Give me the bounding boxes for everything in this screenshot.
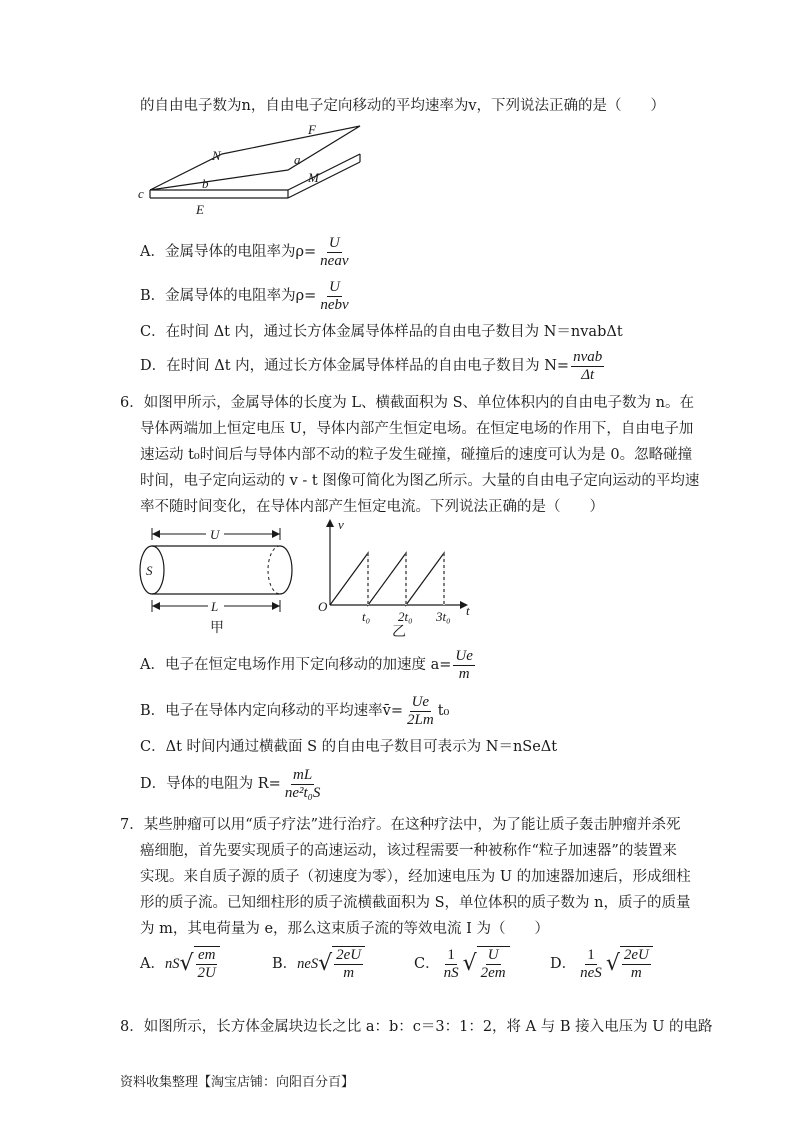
q7-option-b: B． neS √ $\frac{2eU}{m}$ bbox=[272, 944, 365, 984]
label-a: a bbox=[294, 152, 301, 167]
q7-line-3: 实现。来自质子源的质子（初速度为零），经加速电压为 U 的加速器加速后，形成细柱 bbox=[140, 869, 691, 885]
label-S: S bbox=[146, 563, 153, 578]
label-b: b bbox=[202, 176, 209, 191]
q5-option-c: C．在时间 Δt 内，通过长方体金属导体样品的自由电子数目为 N＝nvabΔt bbox=[140, 324, 623, 340]
footer-note: 资料收集整理【淘宝店铺：向阳百分百】 bbox=[120, 1075, 355, 1090]
tick-3t0: 3t₀ bbox=[436, 609, 451, 624]
label-M: M bbox=[308, 170, 319, 185]
q6-line-5: 率不随时间变化，在导体内部产生恒定电流。下列说法正确的是（ ） bbox=[140, 499, 604, 515]
q7-line-5: 为 m，其电荷量为 e，那么这束质子流的等效电流 I 为（ ） bbox=[140, 921, 549, 937]
q7-line-2: 癌细胞，首先要实现质子的高速运动，该过程需要一种被称作“粒子加速器”的装置来 bbox=[140, 843, 677, 859]
intro-line: 的自由电子数为n，自由电子定向移动的平均速率为v，下列说法正确的是（ ） bbox=[140, 98, 666, 114]
caption-yi: 乙 bbox=[392, 624, 406, 640]
q6-line-1: 6．如图甲所示，金属导体的长度为 L、横截面积为 S、单位体积内的自由电子数为 n。在 bbox=[120, 395, 694, 411]
label-F: F bbox=[308, 122, 316, 137]
q6-option-c: C．Δt 时间内通过横截面 S 的自由电子数目可表示为 N＝nSeΔt bbox=[140, 739, 558, 755]
label-L: L bbox=[211, 599, 219, 614]
q7-line-4: 形的质子流。已知细柱形的质子流横截面积为 S，单位体积的质子数为 n，质子的质量 bbox=[140, 895, 691, 911]
q6-option-a: A．电子在恒定电场作用下定向移动的加速度 a= $\frac{Ue}{m}$ bbox=[140, 647, 473, 682]
tick-2t0: 2t₀ bbox=[398, 609, 413, 624]
q6-option-b: B．电子在导体内定向移动的平均速率v̄= $\frac{Ue}{2Lm}$ t₀ bbox=[140, 693, 450, 728]
caption-jia: 甲 bbox=[210, 620, 224, 636]
q5-option-a: A．金属导体的电阻率为ρ= $\frac{U}{\text{neav}}$ bbox=[140, 234, 349, 269]
q6-line-3: 速运动 t₀时间后与导体内部不动的粒子发生碰撞，碰撞后的速度可认为是 0。忽略碰撞 bbox=[140, 447, 693, 463]
axis-O: O bbox=[318, 599, 328, 614]
label-U: U bbox=[210, 527, 220, 542]
vt-graph bbox=[310, 515, 485, 640]
axis-v: v bbox=[338, 517, 344, 532]
q5-option-d: D．在时间 Δt 内，通过长方体金属导体样品的自由电子数目为 N= $\frac{\text{nvab}}{\Delta t}$ bbox=[140, 348, 603, 383]
q8-line-1: 8．如图所示，长方体金属块边长之比 a：b：c＝3：1：2，将 A 与 B 接入电压为 U 的电路 bbox=[120, 1019, 713, 1035]
q7-option-c: C． $\frac{1}{nS}$ √ $\frac{U}{2em}$ bbox=[414, 944, 510, 984]
tick-t0: t₀ bbox=[362, 609, 371, 624]
label-N: N bbox=[212, 148, 221, 163]
q7-option-d: D． $\frac{1}{\text{neS}}$ √ $\frac{2eU}{m}$ bbox=[550, 944, 653, 984]
q5-option-b: B．金属导体的电阻率为ρ= $\frac{U}{\text{nebv}}$ bbox=[140, 278, 349, 313]
axis-t: t bbox=[466, 603, 470, 618]
q7-line-1: 7．某些肿瘤可以用“质子疗法”进行治疗。在这种疗法中，为了能让质子轰击肿瘤并杀死 bbox=[120, 817, 681, 833]
label-E: E bbox=[196, 202, 204, 217]
q6-line-2: 导体两端加上恒定电压 U，导体内部产生恒定电场。在恒定电场的作用下，自由电子加 bbox=[140, 421, 694, 437]
q5-slab-figure bbox=[130, 118, 370, 223]
cylinder-figure bbox=[130, 520, 310, 640]
q7-option-a: A． nS √ $\frac{em}{2U}$ bbox=[140, 944, 220, 984]
q6-option-d: D．导体的电阻为 R= $\frac{mL}{\text{ne²t₀S}}$ bbox=[140, 766, 321, 801]
label-c: c bbox=[138, 186, 144, 201]
q6-line-4: 时间，电子定向运动的 v - t 图像可简化为图乙所示。大量的自由电子定向运动的平均速 bbox=[140, 473, 700, 489]
